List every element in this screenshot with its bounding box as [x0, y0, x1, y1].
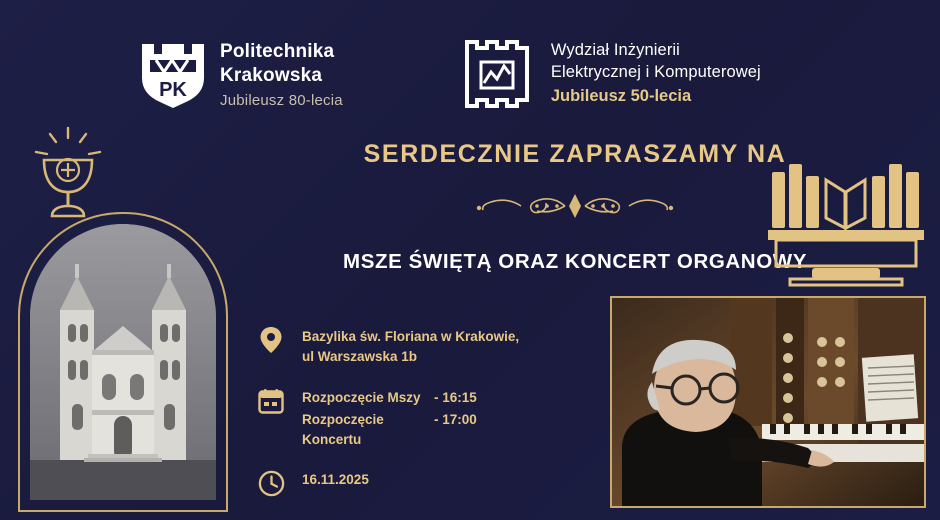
venue-line2: ul Warszawska 1b — [302, 349, 418, 365]
clock-icon — [256, 468, 286, 498]
church-image — [30, 224, 216, 500]
bazylika-sw-floriana-photo — [18, 212, 228, 512]
pk-logo-line1: Politechnika — [220, 41, 335, 62]
mass-time-value: - 16:15 — [434, 389, 477, 405]
location-pin-icon — [256, 325, 286, 355]
calendar-icon — [256, 386, 286, 416]
pk-logo-line3: Jubileusz 80-lecia — [220, 91, 343, 109]
event-subheadline: MSZE ŚWIĘTĄ ORAZ KONCERT ORGANOWY — [343, 250, 807, 273]
weaik-logo-line1: Wydział Inżynierii — [550, 41, 680, 59]
pk-logo-text — [220, 38, 343, 109]
organist-playing-photo — [610, 296, 926, 508]
wydzial-inzynierii-logo — [463, 38, 537, 110]
pk-logo — [140, 38, 343, 109]
detail-date — [256, 468, 519, 498]
venue-line1: Bazylika św. Floriana w Krakowie, — [302, 329, 520, 344]
weaik-logo-text — [551, 38, 761, 106]
detail-location-text — [302, 325, 519, 368]
weaik-logo — [463, 38, 761, 110]
politechnika-krakowska-crown-logo — [140, 38, 206, 108]
event-date: 16.11.2025 — [302, 472, 369, 488]
detail-times-text — [302, 386, 477, 451]
logo-bar — [140, 38, 761, 110]
weaik-logo-line3: Jubileusz 50-lecia — [550, 86, 692, 105]
detail-location — [256, 325, 519, 368]
organ-pipes-icon — [766, 162, 926, 294]
concert-time-label: Rozpoczęcie Koncertu — [302, 411, 384, 447]
svg-text:PK: PK — [159, 79, 187, 101]
event-details — [256, 325, 519, 498]
detail-date-text — [302, 468, 369, 490]
pk-logo-line2: Krakowska — [220, 64, 323, 86]
detail-times — [256, 386, 519, 451]
invite-headline: SERDECZNIE ZAPRASZAMY NA — [363, 140, 787, 168]
chalice-icon — [22, 124, 114, 224]
mass-time-label: Rozpoczęcie Mszy — [302, 389, 421, 405]
weaik-logo-line2: Elektrycznej i Komputerowej — [550, 63, 761, 82]
concert-time-value: - 17:00 — [434, 411, 477, 427]
